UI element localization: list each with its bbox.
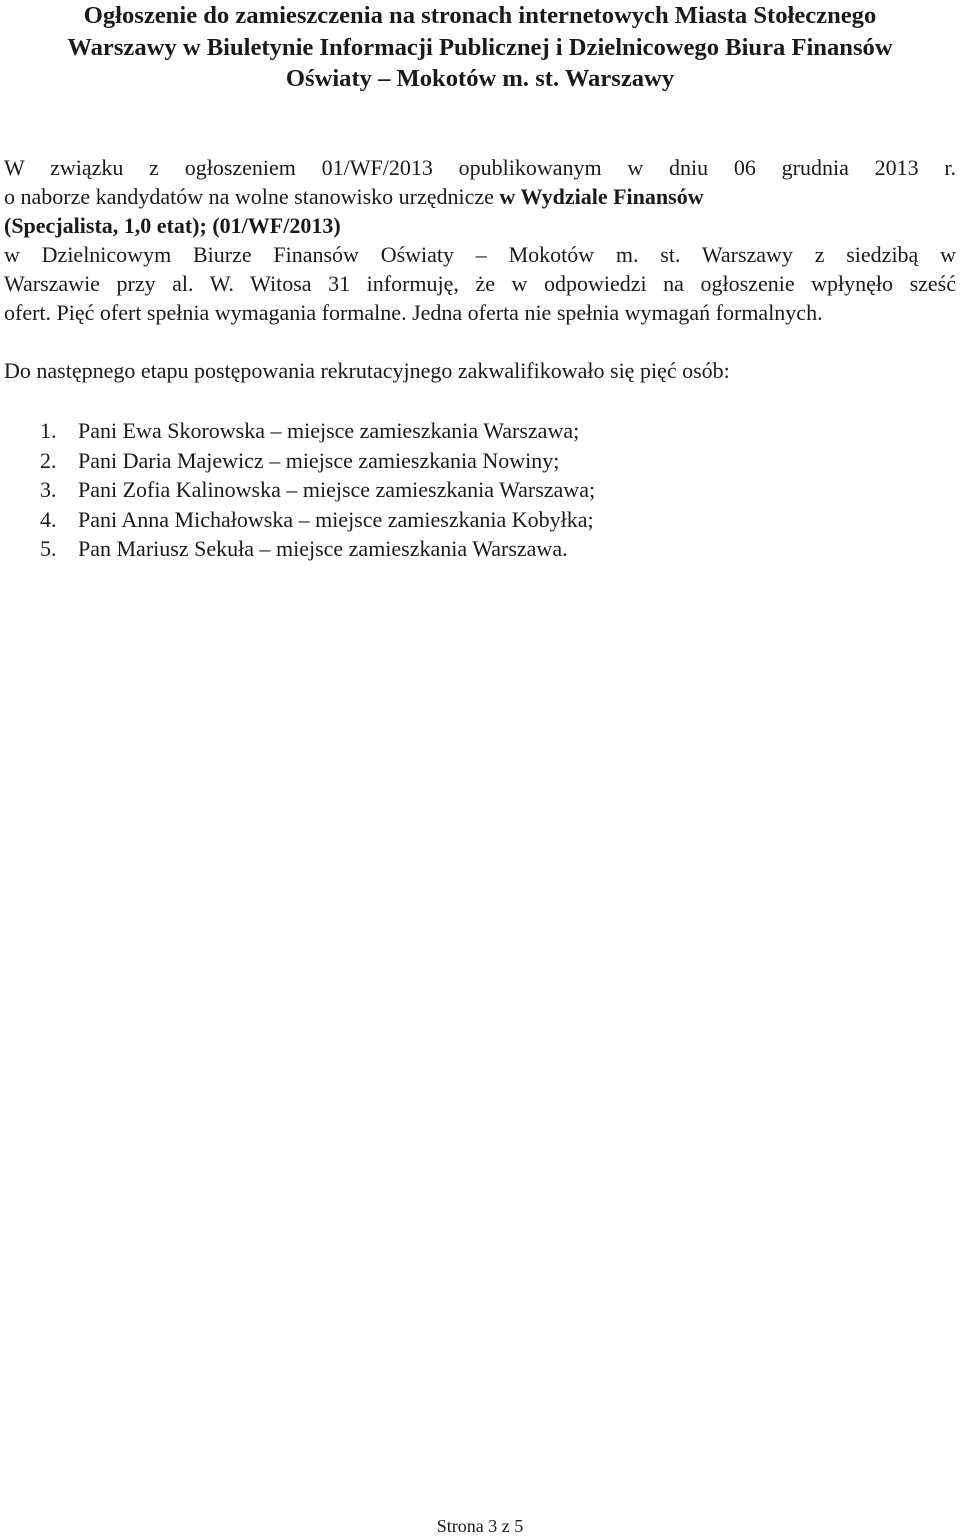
title-line-1: Ogłoszenie do zamieszczenia na stronach internetowych Miasta Stołecznego [83,2,877,29]
list-item-number: 5. [40,536,57,561]
list-item-number: 1. [40,418,57,443]
list-item [40,416,595,446]
list-item-text: Pani Ewa Skorowska – miejsce zamieszkania Warszawa; [78,418,580,443]
list-item-text: Pani Daria Majewicz – miejsce zamieszkania Nowiny; [78,447,560,473]
list-item-text: Pani Zofia Kalinowska – miejsce zamieszkania Warszawa; [78,477,596,502]
page-number: Strona 3 z 5 [436,1516,524,1536]
department-name: w Wydziale Finansów [499,184,704,209]
list-item-number: 4. [40,506,57,532]
title-line-2: Warszawy w Biuletynie Informacji Publicznej i Dzielnicowego Biura Finansów [67,33,893,61]
body-line-1: W związku z ogłoszeniem 01/WF/2013 opublikowanym w dniu 06 grudnia 2013 r. [4,155,956,180]
body-line-6: ofert. Pięć ofert spełnia wymagania formalne. Jedna oferta nie spełnia wymagań formalnych. [4,300,823,325]
list-item-text: Pan Mariusz Sekuła – miejsce zamieszkania Warszawa. [78,536,568,561]
candidate-list [40,416,595,564]
body-line-5: Warszawie przy al. W. Witosa 31 informuję, że w odpowiedzi na ogłoszenie wpłynęło sześć [4,271,956,296]
body-line-2-plain: o naborze kandydatów na wolne stanowisko urzędnicze [4,184,500,209]
list-item [40,534,595,564]
body-line-4: w Dzielnicowym Biurze Finansów Oświaty – Mokotów m. st. Warszawy z siedzibą w [4,242,956,267]
list-item [40,475,595,505]
list-item-text: Pani Anna Michałowska – miejsce zamieszkania Kobyłka; [78,506,594,532]
title-line-3: Oświaty – Mokotów m. st. Warszawy [285,65,675,92]
announcement-title [4,0,956,95]
list-item [40,505,595,535]
list-item-number: 2. [40,447,57,473]
qualified-intro: Do następnego etapu postępowania rekrutacyjnego zakwalifikowało się pięć osób: [4,358,730,383]
position-details: (Specjalista, 1,0 etat); (01/WF/2013) [4,213,341,238]
list-item-number: 3. [40,477,57,502]
list-item [40,446,595,476]
body-line-2 [4,183,956,211]
